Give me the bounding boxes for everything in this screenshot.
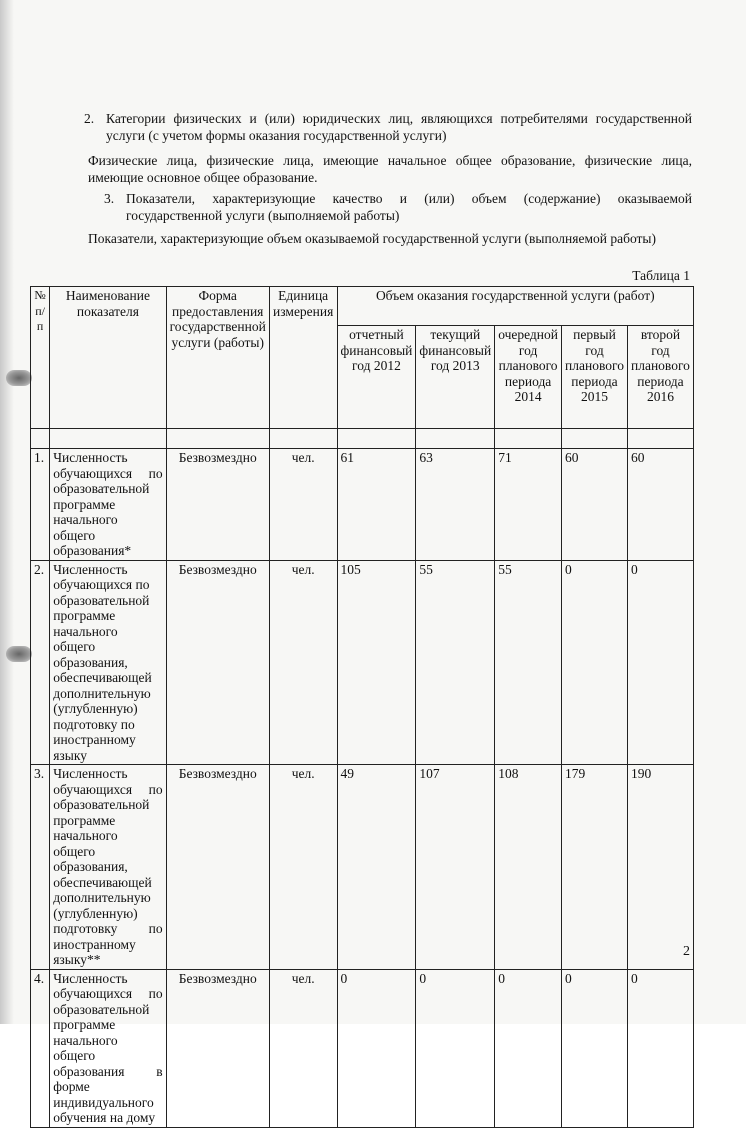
row-value-2016: 0 [627, 969, 693, 1127]
section-3-number: 3. [104, 191, 115, 206]
col-header-name: Наименование показателя [50, 287, 166, 429]
row-form: Безвозмездно [166, 765, 269, 970]
section-3-body: Показатели, характеризующие объем оказываемой государственной услуги (выполняемой работы) [88, 231, 656, 246]
row-value-2013: 107 [416, 765, 495, 970]
row-value-2014: 0 [495, 969, 562, 1127]
bleed-through-text [60, 72, 680, 86]
col-header-form: Форма предоставления государственной услуги (работы) [166, 287, 269, 429]
row-value-2012: 49 [337, 765, 416, 970]
row-number: 1. [31, 449, 50, 561]
col-header-volume: Объем оказания государственной услуги (работ) [337, 287, 693, 326]
table-row [31, 449, 694, 561]
row-value-2012: 0 [337, 969, 416, 1127]
row-form: Безвозмездно [166, 969, 269, 1127]
row-number: 2. [31, 560, 50, 765]
table-header-row [31, 287, 694, 326]
table-spacer-row [31, 429, 694, 449]
row-value-2016: 0 [627, 560, 693, 765]
row-unit: чел. [269, 969, 337, 1127]
row-value-2016: 60 [627, 449, 693, 561]
section-2-heading [84, 110, 692, 144]
row-value-2012: 105 [337, 560, 416, 765]
row-value-2013: 0 [416, 969, 495, 1127]
row-number: 4. [31, 969, 50, 1127]
table-row [31, 969, 694, 1127]
row-value-2014: 71 [495, 449, 562, 561]
row-form: Безвозмездно [166, 449, 269, 561]
row-value-2012: 61 [337, 449, 416, 561]
section-2-heading-text: Категории физических и (или) юридических лиц, являющихся потребителями государственной услуги (с учетом формы оказания государственной услуги) [106, 111, 692, 143]
row-number: 3. [31, 765, 50, 970]
punch-hole [6, 370, 32, 386]
col-header-num: № п/п [31, 287, 50, 429]
section-2-body: Физические лица, физические лица, имеющие начальное общее образование, физические лица, имеющие основное общее образование. [88, 153, 692, 185]
table-row [31, 765, 694, 970]
row-indicator-name: Численность обучающихся по образовательной программе начального общего образования, обеспечивающей дополнительную (углубленную) подготовку по иностранному языку** [50, 765, 166, 970]
row-unit: чел. [269, 560, 337, 765]
row-indicator-name: Численность обучающихся по образовательной программе начального общего образования в форме индивидуального обучения на дому [50, 969, 166, 1127]
col-header-year: очередной год планового периода 2014 [495, 326, 562, 429]
section-3-heading-text: Показатели, характеризующие качество и (или) объем (содержание) оказываемой государственной услуги (выполняемой работы) [126, 191, 692, 223]
row-form: Безвозмездно [166, 560, 269, 765]
col-header-year: второй год планового периода 2016 [627, 326, 693, 429]
row-value-2015: 179 [562, 765, 628, 970]
row-indicator-name: Численность обучающихся по образовательной программе начального общего образования, обеспечивающей дополнительную (углубленную) подготовку по иностранному языку [50, 560, 166, 765]
col-header-unit: Единица измерения [269, 287, 337, 429]
table-row [31, 560, 694, 765]
row-unit: чел. [269, 449, 337, 561]
col-header-year: отчетный финансовый год 2012 [337, 326, 416, 429]
row-value-2013: 55 [416, 560, 495, 765]
col-header-year: текущий финансовый год 2013 [416, 326, 495, 429]
row-indicator-name: Численность обучающихся по образовательной программе начального общего образования* [50, 449, 166, 561]
section-2-number: 2. [84, 111, 95, 126]
page-number: 2 [683, 944, 690, 959]
row-value-2014: 55 [495, 560, 562, 765]
row-value-2015: 60 [562, 449, 628, 561]
col-header-year: первый год планового периода 2015 [562, 326, 628, 429]
table-caption: Таблица 1 [632, 268, 690, 283]
page-edge-shadow [0, 0, 14, 1024]
section-3-heading [104, 190, 692, 224]
punch-hole [6, 646, 32, 662]
row-value-2014: 108 [495, 765, 562, 970]
volume-table [30, 286, 694, 1128]
row-value-2015: 0 [562, 560, 628, 765]
row-value-2013: 63 [416, 449, 495, 561]
row-value-2016: 190 [627, 765, 693, 970]
row-value-2015: 0 [562, 969, 628, 1127]
row-unit: чел. [269, 765, 337, 970]
